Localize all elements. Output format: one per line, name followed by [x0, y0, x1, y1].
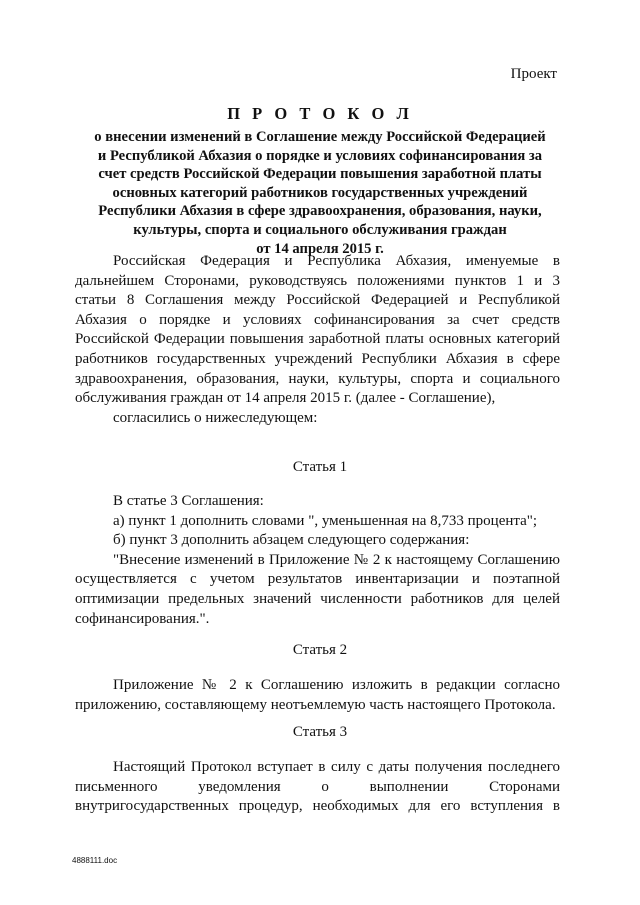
- paragraph-line: Российская Федерация и Республика Абхазия, именуемые в: [113, 253, 560, 269]
- quote-line: осуществляется с учетом результатов инвентаризации и поэтапной: [75, 571, 560, 588]
- paragraph-line: Настоящий Протокол вступает в силу с даты получения последнего: [113, 759, 560, 775]
- subtitle-line: и Республикой Абхазия о порядке и условиях софинансирования за: [97, 147, 543, 164]
- paragraph-line: Приложение № 2 к Соглашению изложить в редакции согласно: [113, 677, 560, 693]
- paragraph-line: приложению, составляющему неотъемлемую часть настоящего Протокола.: [75, 696, 556, 713]
- article-2-body: [75, 676, 560, 715]
- subtitle-line: от 14 апреля 2015 г.: [256, 240, 384, 257]
- paragraph-line: б) пункт 3 дополнить абзацем следующего содержания:: [113, 532, 470, 549]
- paragraph-line: здравоохранения, образования, науки, культуры, спорта и социального: [75, 370, 560, 387]
- article-3-heading: Статья 3: [292, 724, 348, 740]
- paragraph-line: а) пункт 1 дополнить словами ", уменьшенная на 8,733 процента";: [113, 512, 538, 529]
- quote-line: оптимизации предельных значений численности работников для целей: [75, 590, 560, 607]
- article-1-heading: Статья 1: [292, 459, 348, 475]
- subtitle-line: счет средств Российской Федерации повышения заработной платы: [98, 166, 542, 183]
- paragraph-line: дальнейшем Сторонами, руководствуясь положениями пунктов 1 и 3: [75, 272, 560, 289]
- paragraph-line: внутригосударственных процедур, необходимых для его вступления в: [75, 798, 560, 815]
- article-3-body: [75, 758, 560, 817]
- paragraph-line: работников государственных учреждений Республики Абхазия в сфере: [75, 350, 560, 367]
- subtitle-line: Республики Абхазия в сфере здравоохранения, образования, науки,: [98, 203, 542, 220]
- paragraph-line: статьи 8 Соглашения между Российской Федерацией и Республикой: [75, 292, 560, 309]
- quote-line: софинансирования.".: [75, 610, 210, 627]
- subtitle-line: культуры, спорта и социального обслуживания граждан: [133, 221, 507, 238]
- article-1-body: [75, 492, 560, 629]
- subtitle-line: о внесении изменений в Соглашение между Российской Федерацией: [94, 129, 546, 145]
- paragraph-line: обслуживания граждан от 14 апреля 2015 г. (далее - Соглашение),: [75, 390, 496, 407]
- file-code: 4888111.doc: [72, 856, 118, 865]
- paragraph-line: Абхазия о порядке и условиях софинансирования за счет средств: [75, 311, 560, 328]
- subtitle-line: основных категорий работников государственных учреждений: [112, 184, 528, 201]
- paragraph-line: письменного уведомления о выполнении Сторонами: [75, 778, 560, 795]
- quote-line: "Внесение изменений в Приложение № 2 к настоящему Соглашению: [113, 551, 560, 568]
- agreed-line: согласились о нижеследующем:: [113, 409, 318, 426]
- draft-label: Проект: [510, 66, 557, 82]
- document-subtitle: [88, 128, 552, 258]
- paragraph-line: Российской Федерации повышения заработной платы основных категорий: [75, 331, 560, 348]
- document-title: П Р О Т О К О Л: [227, 104, 413, 123]
- article-2-heading: Статья 2: [292, 642, 348, 658]
- paragraph-line: В статье 3 Соглашения:: [113, 493, 264, 509]
- preamble-paragraph: [75, 252, 560, 428]
